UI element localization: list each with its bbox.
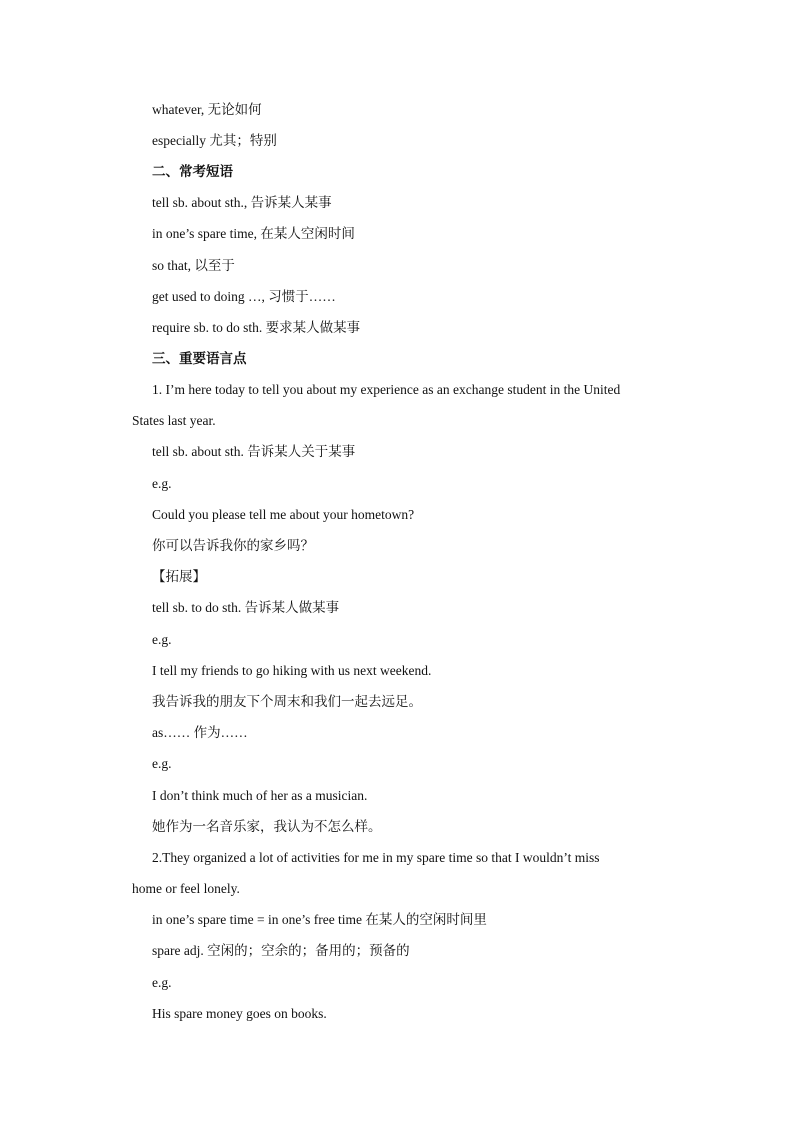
eg-label: e.g. xyxy=(152,476,172,491)
phrase-so-that: so that, 以至于 xyxy=(152,258,235,273)
phrase-tell-about: tell sb. about sth., 告诉某人某事 xyxy=(152,195,332,210)
example-chinese: 她作为一名音乐家，我认为不怎么样。 xyxy=(152,819,382,834)
note-spare-time: in one’s spare time = in one’s free time 在某人的空闲时间里 xyxy=(152,912,487,927)
note-tell-about: tell sb. about sth. 告诉某人关于某事 xyxy=(152,444,356,459)
phrase-get-used-to: get used to doing …, 习惯于…… xyxy=(152,289,336,304)
vocab-especially: especially 尤其；特别 xyxy=(152,133,277,148)
expand-label: 【拓展】 xyxy=(152,569,206,584)
phrase-require: require sb. to do sth. 要求某人做某事 xyxy=(152,320,361,335)
example-english: His spare money goes on books. xyxy=(152,1006,327,1021)
note-as: as…… 作为…… xyxy=(152,725,248,740)
example-english: I tell my friends to go hiking with us next weekend. xyxy=(152,663,432,678)
example-english: I don’t think much of her as a musician. xyxy=(152,788,368,803)
eg-label: e.g. xyxy=(152,756,172,771)
note-spare-adj: spare adj. 空闲的；空余的；备用的；预备的 xyxy=(152,943,410,958)
vocab-whatever: whatever, 无论如何 xyxy=(152,102,262,117)
example-english: Could you please tell me about your hometown? xyxy=(152,507,415,522)
eg-label: e.g. xyxy=(152,632,172,647)
section-heading-phrases: 二、常考短语 xyxy=(152,164,233,179)
note-tell-to-do: tell sb. to do sth. 告诉某人做某事 xyxy=(152,600,340,615)
sentence-1-line-2: States last year. xyxy=(132,413,216,428)
example-chinese: 我告诉我的朋友下个周末和我们一起去远足。 xyxy=(152,694,422,709)
section-heading-key-points: 三、重要语言点 xyxy=(152,351,247,366)
example-chinese: 你可以告诉我你的家乡吗？ xyxy=(152,538,314,553)
phrase-spare-time: in one’s spare time, 在某人空闲时间 xyxy=(152,226,355,241)
sentence-2-line-1: 2.They organized a lot of activities for me in my spare time so that I wouldn’t miss xyxy=(152,850,600,865)
eg-label: e.g. xyxy=(152,975,172,990)
sentence-1-line-1: 1. I’m here today to tell you about my experience as an exchange student in the United xyxy=(152,382,621,397)
sentence-2-line-2: home or feel lonely. xyxy=(132,881,240,896)
